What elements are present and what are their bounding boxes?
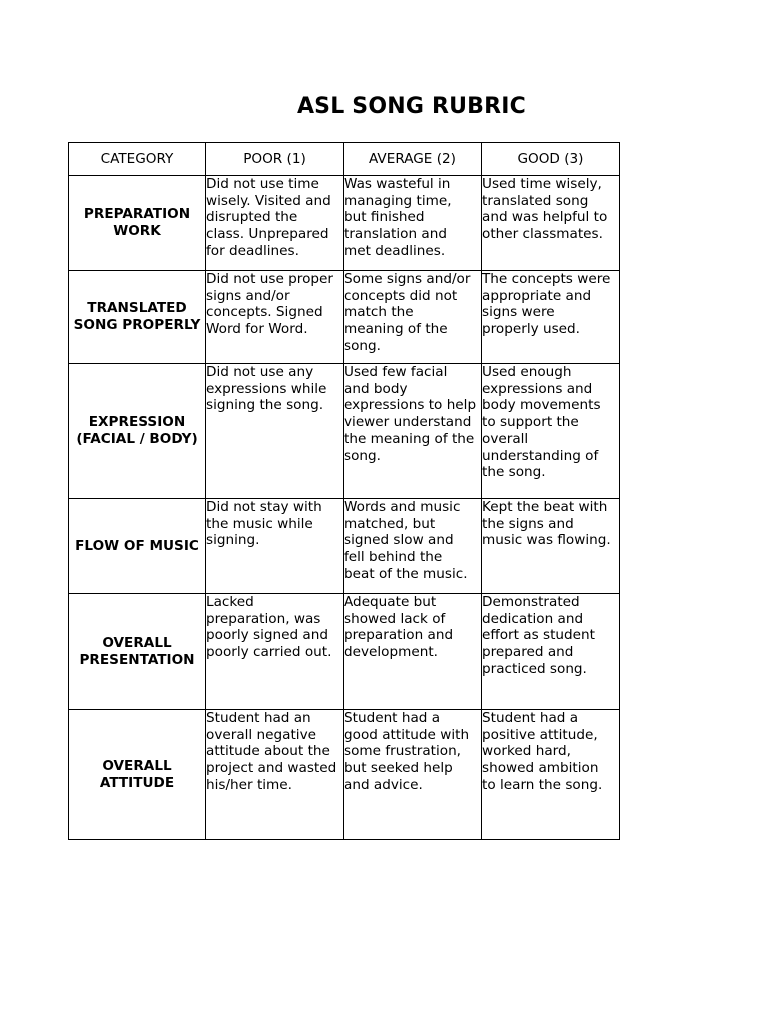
rubric-table [68,142,620,840]
average-description: Words and music matched, but signed slow and fell behind the beat of the music. [344,499,468,582]
category-label: OVERALL PRESENTATION [79,634,195,668]
table-row [69,176,620,271]
header-average: AVERAGE (2) [344,143,482,176]
poor-description: Did not stay with the music while signing. [206,499,322,549]
poor-description: Lacked preparation, was poorly signed and poorly carried out. [206,594,332,661]
good-description: Student had a positive attitude, worked hard, showed ambition to learn the song. [482,710,603,793]
poor-description: Did not use proper signs and/or concepts. Signed Word for Word. [206,271,333,338]
header-good: GOOD (3) [482,143,620,176]
good-description: Demonstrated dedication and effort as student prepared and practiced song. [482,594,595,677]
table-row [69,710,620,840]
table-row [69,594,620,710]
good-description: Used time wisely, translated song and was helpful to other classmates. [482,176,608,243]
category-label: TRANSLATED SONG PROPERLY [73,300,201,333]
good-description: Used enough expressions and body movements to support the overall understanding of the song. [482,364,601,481]
poor-description: Did not use time wisely. Visited and disrupted the class. Unprepared for deadlines. [206,176,331,259]
category-label: FLOW OF MUSIC [75,537,199,554]
category-label: EXPRESSION (FACIAL / BODY) [76,414,198,447]
good-description: The concepts were appropriate and signs were properly used. [482,271,611,338]
table-row [69,271,620,364]
header-poor: POOR (1) [206,143,344,176]
category-label: OVERALL ATTITUDE [99,757,175,791]
poor-description: Student had an overall negative attitude about the project and wasted his/her time. [206,710,337,793]
average-description: Used few facial and body expressions to help viewer understand the meaning of the song. [344,364,477,464]
table-row [69,499,620,594]
poor-description: Did not use any expressions while signing the song. [206,364,327,414]
category-label: PREPARATION WORK [83,206,191,239]
average-description: Adequate but showed lack of preparation and development. [344,594,454,661]
page-title: ASL SONG RUBRIC [296,94,527,119]
average-description: Some signs and/or concepts did not match the meaning of the song. [344,271,471,354]
average-description: Was wasteful in managing time, but finished translation and met deadlines. [344,176,452,259]
header-category: CATEGORY [69,143,206,176]
average-description: Student had a good attitude with some frustration, but seeked help and advice. [344,710,470,793]
table-row [69,364,620,499]
good-description: Kept the beat with the signs and music was flowing. [482,499,611,549]
table-header-row [69,143,620,176]
